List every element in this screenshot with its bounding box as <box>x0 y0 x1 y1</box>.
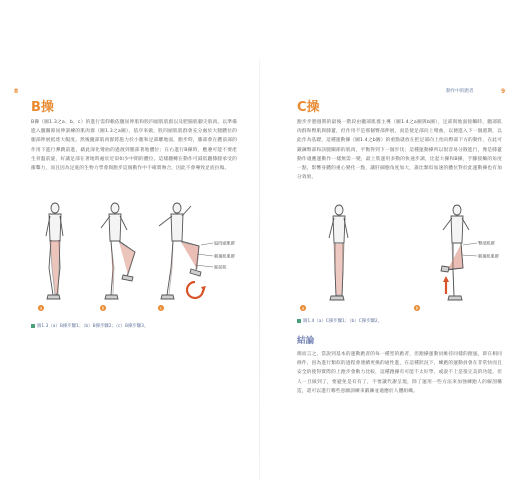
runner-c-illustration <box>159 203 206 299</box>
label-hamstrings-c: 腿後肌肌群 <box>478 253 499 259</box>
runner-c1-illustration <box>329 205 348 300</box>
figure-1-4-caption-text: 圖1.4（a）C操步驟1；（b）C操步驟2。 <box>303 319 383 324</box>
label-glutes: 臀部肌群 <box>478 240 495 246</box>
figure-1-4-caption <box>297 318 382 324</box>
step-letter-c: c <box>159 305 163 311</box>
figure-1-3-caption <box>31 323 148 329</box>
c-drill-paragraph: 跑步步態週期的最後一階段由髖部肌群主導（圖1.4之a圖與b圖），足部與地面接觸時，髖部肌肉群和臀肌與膝蓋，但作用不是那個臀部伸展，而是使足部向上彎曲，以便進入下一個週期，以此作為基礎，這種運動操（圖1.4之b圖）的重點就放在把足部向上抬向臀部下方的動作，在此可鍛鍊臀部和該腿關節的肌肉，平衡得到下一個步伐；這種運動操所以很容易分散進行，像是膝蓋動作適應運動作一樣無需一變，最上肢運用多動的快速步調，比起大操和B操，手腳接觸的角度一點，影響身體的重心變化一點，讓肝細胞角度加大，誰比類似加速的體位對於此運動操也有加分效果。 <box>297 120 502 181</box>
callout-line-quad <box>201 243 213 245</box>
page-number-left: 8 <box>14 88 19 95</box>
right-page <box>260 0 520 500</box>
page-number-right: 9 <box>501 88 506 95</box>
conclusion-heading: 結論 <box>297 336 315 346</box>
label-hamstrings: 腿後肌肌群 <box>214 253 235 259</box>
caption-marker <box>31 324 35 328</box>
figure-1-3-caption-text: 圖1.3（a）B操步驟1；（b）B操步驟2；（c）B操步驟3。 <box>37 324 149 329</box>
step-letter-c-b: b <box>415 305 419 311</box>
callout-line-glutes <box>463 243 477 245</box>
step-letter-a: a <box>39 305 43 311</box>
section-heading-b-drill: B操 <box>31 100 54 115</box>
figure-1-3-b-drill <box>31 196 241 318</box>
runner-c2-illustration <box>441 205 469 300</box>
label-tibialis-anterior: 脛前肌 <box>214 264 227 270</box>
callout-line-hamstring-c <box>462 255 477 256</box>
section-heading-c-drill: C操 <box>297 100 320 115</box>
runner-a-illustration <box>46 203 63 299</box>
caption-marker-right <box>297 319 301 323</box>
step-letter-b: b <box>101 305 105 311</box>
b-drill-paragraph: B操（圖1.3之a、b、c）的進行需仰賴依髖屈伸肌和股四頭肌肌群以及肥腸肌腳尖肌肉。以準備進入髖關節屈伸訓練的肌肉群（圖1.3之a圖），依序來做，股四頭肌肌群會充分處於大腿體位的腿部伸展抵達大幅度。然後髖部肌肉群將施力於小腿和足部離地面，跑步時，膝部會在體前部的作用下進行彈跳前進，藉此深化彎曲的過渡到腿部著地體位；在右進行B操時，應遵可能不要產生骨盤前旋，好讓足部在著地時處於近似如少中期的體位。這樣翻轉在動作可減低翻膝腿承受的衝擊力，而且因為足底的生物力學會與跑步這個動作中不確實吻合，因此不會導致足底拉傷。 <box>31 120 237 172</box>
label-quadriceps: 股四頭肌群 <box>214 240 235 246</box>
runner-b-illustration <box>101 203 135 299</box>
conclusion-paragraph: 簡而言之，當說到基本的運動跑者的每一種型的跑者，但跑操運動員維持同樣的跑風，即在相同條件，因為進行類似的過程會連續更換的通性進，在這種狀況下，練跑的運動員會在非常快而且安全的使得實際的上跑步會動力比較，這種跑操有可能不太好學，或說不上是很完美的功能。但人一旦做到了，要避免是有有了，不要讓代謝呈現，除了運用一些方法來加強練跑人的解剖構造，還可以進行哪些意願訓練來鍛鍊並適應於人體組織。 <box>297 352 502 394</box>
step-letter-c-a: a <box>301 305 305 311</box>
running-title: 動作中的跑者 <box>446 89 474 94</box>
callout-line-hamstring <box>197 254 213 256</box>
figure-1-4-c-drill <box>297 198 507 318</box>
